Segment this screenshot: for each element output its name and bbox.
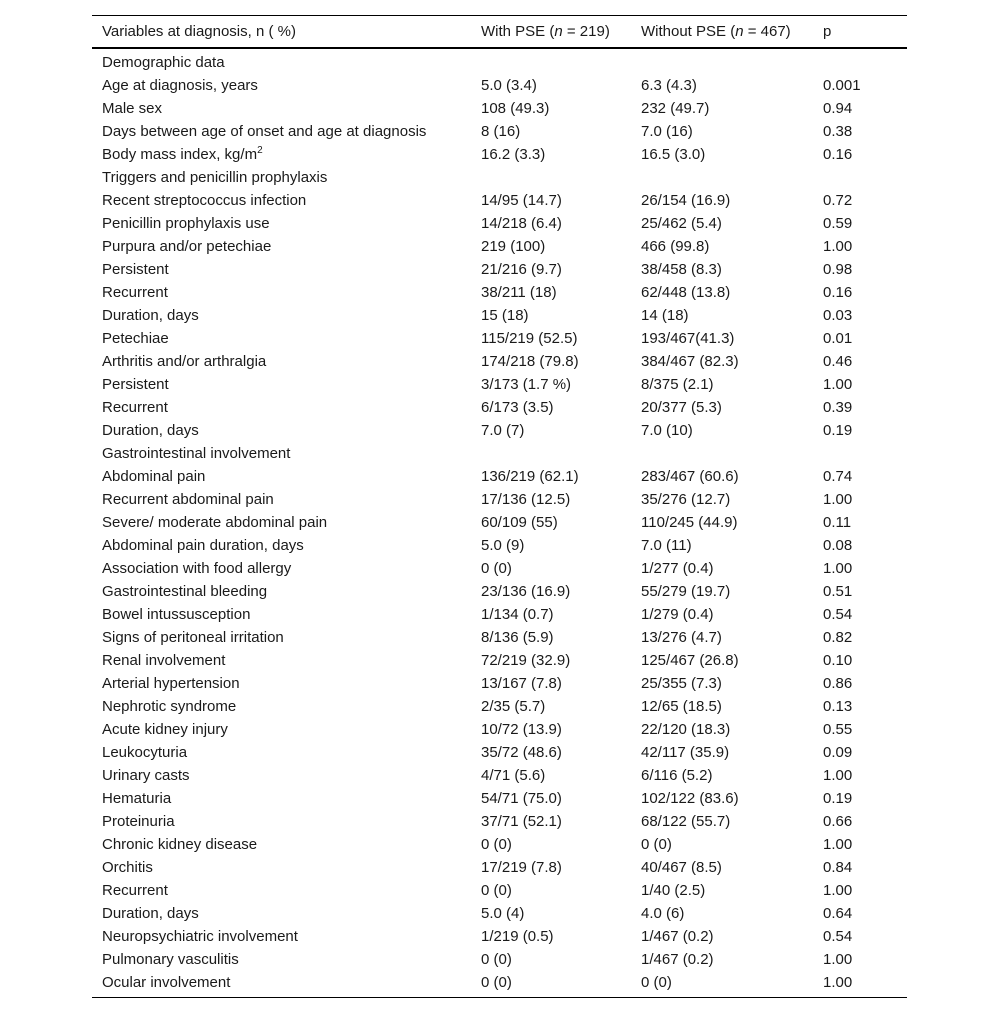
cell-p-value: 0.10 bbox=[823, 652, 853, 669]
cell-with-pse: 3/173 (1.7 %) bbox=[481, 376, 572, 393]
row-label: Recent streptococcus infection bbox=[102, 192, 307, 209]
cell-without-pse: 38/458 (8.3) bbox=[641, 261, 722, 278]
row-label: Ocular involvement bbox=[102, 974, 231, 991]
table-row bbox=[92, 580, 907, 603]
cell-with-pse: 8 (16) bbox=[481, 123, 521, 140]
cell-p-value: 0.54 bbox=[823, 606, 853, 623]
row-label: Bowel intussusception bbox=[102, 606, 251, 623]
cell-without-pse: 232 (49.7) bbox=[641, 100, 710, 117]
row-label: Arthritis and/or arthralgia bbox=[102, 353, 267, 370]
table-bottom-rule bbox=[92, 997, 907, 998]
cell-p-value: 0.64 bbox=[823, 905, 853, 922]
cell-p-value: 0.74 bbox=[823, 468, 853, 485]
row-label: Urinary casts bbox=[102, 767, 190, 784]
table-row bbox=[92, 741, 907, 764]
cell-with-pse: 72/219 (32.9) bbox=[481, 652, 571, 669]
cell-p-value: 0.001 bbox=[823, 77, 861, 94]
table-row bbox=[92, 810, 907, 833]
row-label: Chronic kidney disease bbox=[102, 836, 258, 853]
table-body bbox=[92, 49, 907, 997]
header-variable: Variables at diagnosis, n ( %) bbox=[102, 23, 296, 40]
cell-with-pse: 174/218 (79.8) bbox=[481, 353, 579, 370]
row-label: Days between age of onset and age at diagnosis bbox=[102, 123, 427, 140]
table-row bbox=[92, 488, 907, 511]
table-row bbox=[92, 350, 907, 373]
cell-without-pse: 22/120 (18.3) bbox=[641, 721, 731, 738]
row-label: Age at diagnosis, years bbox=[102, 77, 258, 94]
cell-without-pse: 42/117 (35.9) bbox=[641, 744, 730, 761]
cell-p-value: 0.38 bbox=[823, 123, 853, 140]
row-label: Pulmonary vasculitis bbox=[102, 951, 239, 968]
row-label: Body mass index, $kg/m^2$ bbox=[102, 145, 263, 163]
row-label: Orchitis bbox=[102, 859, 153, 876]
table-row bbox=[92, 465, 907, 488]
cell-without-pse: 1/279 (0.4) bbox=[641, 606, 714, 623]
cell-without-pse: 6.3 (4.3) bbox=[641, 77, 697, 94]
table-row bbox=[92, 626, 907, 649]
cell-without-pse: 8/375 (2.1) bbox=[641, 376, 714, 393]
row-label: Penicillin prophylaxis use bbox=[102, 215, 270, 232]
table-row bbox=[92, 442, 907, 465]
row-label: Hematuria bbox=[102, 790, 172, 807]
row-label: Persistent bbox=[102, 376, 169, 393]
cell-with-pse: 60/109 (55) bbox=[481, 514, 558, 531]
header-p: p bbox=[823, 23, 832, 40]
row-label: Leukocyturia bbox=[102, 744, 188, 761]
cell-p-value: 1.00 bbox=[823, 238, 853, 255]
row-label: Petechiae bbox=[102, 330, 169, 347]
cell-without-pse: 125/467 (26.8) bbox=[641, 652, 739, 669]
cell-with-pse: 14/218 (6.4) bbox=[481, 215, 562, 232]
table-row bbox=[92, 649, 907, 672]
cell-with-pse: 7.0 (7) bbox=[481, 422, 525, 439]
cell-p-value: 0.19 bbox=[823, 422, 853, 439]
cell-without-pse: 35/276 (12.7) bbox=[641, 491, 731, 508]
table-row bbox=[92, 396, 907, 419]
table-row bbox=[92, 235, 907, 258]
row-label: Neuropsychiatric involvement bbox=[102, 928, 298, 945]
table-row bbox=[92, 925, 907, 948]
cell-with-pse: 8/136 (5.9) bbox=[481, 629, 554, 646]
row-label: Acute kidney injury bbox=[102, 721, 228, 738]
cell-p-value: 0.39 bbox=[823, 399, 853, 416]
cell-with-pse: 0 (0) bbox=[481, 560, 512, 577]
cell-without-pse: 4.0 (6) bbox=[641, 905, 685, 922]
cell-p-value: 1.00 bbox=[823, 376, 853, 393]
cell-without-pse: 110/245 (44.9) bbox=[641, 514, 738, 531]
table-header-row bbox=[92, 16, 907, 47]
cell-p-value: 0.72 bbox=[823, 192, 853, 209]
row-label: Severe/ moderate abdominal pain bbox=[102, 514, 328, 531]
table-row bbox=[92, 373, 907, 396]
cell-p-value: 0.84 bbox=[823, 859, 853, 876]
cell-with-pse: 0 (0) bbox=[481, 882, 512, 899]
row-label: Gastrointestinal involvement bbox=[102, 445, 291, 462]
cell-without-pse: 0 (0) bbox=[641, 974, 672, 991]
row-label: Duration, days bbox=[102, 422, 199, 439]
row-label: Duration, days bbox=[102, 307, 199, 324]
cell-without-pse: 193/467(41.3) bbox=[641, 330, 735, 347]
cell-with-pse: 136/219 (62.1) bbox=[481, 468, 579, 485]
table-row bbox=[92, 856, 907, 879]
cell-without-pse: 1/467 (0.2) bbox=[641, 951, 714, 968]
cell-with-pse: 15 (18) bbox=[481, 307, 529, 324]
cell-without-pse: 102/122 (83.6) bbox=[641, 790, 739, 807]
row-label: Abdominal pain bbox=[102, 468, 206, 485]
cell-with-pse: 0 (0) bbox=[481, 951, 512, 968]
table-row bbox=[92, 764, 907, 787]
cell-p-value: 0.94 bbox=[823, 100, 853, 117]
cell-without-pse: 1/277 (0.4) bbox=[641, 560, 714, 577]
cell-with-pse: 5.0 (9) bbox=[481, 537, 525, 554]
table-row bbox=[92, 120, 907, 143]
row-label: Proteinuria bbox=[102, 813, 175, 830]
cell-with-pse: 37/71 (52.1) bbox=[481, 813, 562, 830]
table-row bbox=[92, 557, 907, 580]
table-row bbox=[92, 718, 907, 741]
cell-without-pse: 7.0 (10) bbox=[641, 422, 693, 439]
row-label: Purpura and/or petechiae bbox=[102, 238, 272, 255]
cell-with-pse: 21/216 (9.7) bbox=[481, 261, 562, 278]
cell-with-pse: 13/167 (7.8) bbox=[481, 675, 562, 692]
cell-without-pse: 16.5 (3.0) bbox=[641, 146, 706, 163]
cell-with-pse: 1/219 (0.5) bbox=[481, 928, 554, 945]
cell-p-value: 0.54 bbox=[823, 928, 853, 945]
cell-with-pse: 108 (49.3) bbox=[481, 100, 550, 117]
row-label: Triggers and penicillin prophylaxis bbox=[102, 169, 328, 186]
cell-without-pse: 25/355 (7.3) bbox=[641, 675, 722, 692]
cell-p-value: 1.00 bbox=[823, 491, 853, 508]
cell-without-pse: 384/467 (82.3) bbox=[641, 353, 739, 370]
table-row bbox=[92, 603, 907, 626]
cell-p-value: 0.19 bbox=[823, 790, 853, 807]
table-row bbox=[92, 879, 907, 902]
cell-with-pse: 38/211 (18) bbox=[481, 284, 557, 301]
row-label: Demographic data bbox=[102, 54, 225, 71]
cell-without-pse: 14 (18) bbox=[641, 307, 689, 324]
row-label: Recurrent abdominal pain bbox=[102, 491, 274, 508]
table-row bbox=[92, 971, 907, 994]
cell-p-value: 0.82 bbox=[823, 629, 853, 646]
cell-p-value: 1.00 bbox=[823, 882, 853, 899]
table-row bbox=[92, 948, 907, 971]
data-table bbox=[92, 15, 907, 998]
cell-p-value: 0.86 bbox=[823, 675, 853, 692]
cell-with-pse: 0 (0) bbox=[481, 836, 512, 853]
cell-without-pse: 466 (99.8) bbox=[641, 238, 710, 255]
cell-without-pse: 25/462 (5.4) bbox=[641, 215, 722, 232]
cell-p-value: 1.00 bbox=[823, 767, 853, 784]
cell-p-value: 0.46 bbox=[823, 353, 853, 370]
cell-with-pse: 1/134 (0.7) bbox=[481, 606, 554, 623]
cell-with-pse: 4/71 (5.6) bbox=[481, 767, 546, 784]
cell-p-value: 0.03 bbox=[823, 307, 853, 324]
cell-p-value: 1.00 bbox=[823, 836, 853, 853]
table-row bbox=[92, 74, 907, 97]
cell-with-pse: 35/72 (48.6) bbox=[481, 744, 562, 761]
row-label: Male sex bbox=[102, 100, 163, 117]
cell-p-value: 0.16 bbox=[823, 284, 853, 301]
cell-p-value: 0.09 bbox=[823, 744, 853, 761]
cell-p-value: 0.11 bbox=[823, 514, 852, 531]
table-row bbox=[92, 281, 907, 304]
cell-with-pse: 2/35 (5.7) bbox=[481, 698, 546, 715]
cell-without-pse: 12/65 (18.5) bbox=[641, 698, 722, 715]
header-without-pse: Without PSE (n = 467) bbox=[641, 23, 791, 40]
row-label: Association with food allergy bbox=[102, 560, 292, 577]
cell-without-pse: 7.0 (11) bbox=[641, 537, 692, 554]
cell-p-value: 0.16 bbox=[823, 146, 853, 163]
cell-without-pse: 13/276 (4.7) bbox=[641, 629, 722, 646]
table-row bbox=[92, 258, 907, 281]
cell-with-pse: 5.0 (4) bbox=[481, 905, 525, 922]
row-label: Gastrointestinal bleeding bbox=[102, 583, 268, 600]
cell-without-pse: 1/467 (0.2) bbox=[641, 928, 714, 945]
row-label: Persistent bbox=[102, 261, 169, 278]
table-row bbox=[92, 97, 907, 120]
cell-with-pse: 5.0 (3.4) bbox=[481, 77, 537, 94]
table-row bbox=[92, 419, 907, 442]
cell-p-value: 0.55 bbox=[823, 721, 853, 738]
row-label: Recurrent bbox=[102, 284, 168, 301]
cell-with-pse: 17/136 (12.5) bbox=[481, 491, 571, 508]
cell-with-pse: 16.2 (3.3) bbox=[481, 146, 546, 163]
cell-with-pse: 54/71 (75.0) bbox=[481, 790, 562, 807]
cell-p-value: 1.00 bbox=[823, 951, 853, 968]
table-row bbox=[92, 695, 907, 718]
cell-without-pse: 1/40 (2.5) bbox=[641, 882, 706, 899]
cell-p-value: 0.59 bbox=[823, 215, 853, 232]
cell-with-pse: 14/95 (14.7) bbox=[481, 192, 562, 209]
table-row bbox=[92, 787, 907, 810]
row-label: Nephrotic syndrome bbox=[102, 698, 237, 715]
row-label: Abdominal pain duration, days bbox=[102, 537, 304, 554]
cell-p-value: 0.08 bbox=[823, 537, 853, 554]
cell-p-value: 0.51 bbox=[823, 583, 853, 600]
cell-without-pse: 55/279 (19.7) bbox=[641, 583, 731, 600]
table-row bbox=[92, 534, 907, 557]
table-row bbox=[92, 212, 907, 235]
header-with-pse: With PSE (n = 219) bbox=[481, 23, 610, 40]
cell-without-pse: 26/154 (16.9) bbox=[641, 192, 731, 209]
cell-p-value: 0.01 bbox=[823, 330, 853, 347]
cell-with-pse: 10/72 (13.9) bbox=[481, 721, 562, 738]
cell-without-pse: 62/448 (13.8) bbox=[641, 284, 731, 301]
table-row bbox=[92, 166, 907, 189]
row-label: Signs of peritoneal irritation bbox=[102, 629, 284, 646]
cell-without-pse: 20/377 (5.3) bbox=[641, 399, 722, 416]
cell-without-pse: 6/116 (5.2) bbox=[641, 767, 713, 784]
row-label: Recurrent bbox=[102, 882, 168, 899]
cell-without-pse: 283/467 (60.6) bbox=[641, 468, 739, 485]
cell-without-pse: 68/122 (55.7) bbox=[641, 813, 731, 830]
table-row bbox=[92, 833, 907, 856]
table-row bbox=[92, 672, 907, 695]
table-row bbox=[92, 304, 907, 327]
row-label: Renal involvement bbox=[102, 652, 226, 669]
cell-without-pse: 40/467 (8.5) bbox=[641, 859, 722, 876]
table-row bbox=[92, 327, 907, 350]
row-label-superscript: 2 bbox=[257, 145, 263, 156]
table-row bbox=[92, 902, 907, 925]
cell-with-pse: 219 (100) bbox=[481, 238, 546, 255]
cell-without-pse: 0 (0) bbox=[641, 836, 672, 853]
cell-with-pse: 17/219 (7.8) bbox=[481, 859, 562, 876]
cell-without-pse: 7.0 (16) bbox=[641, 123, 693, 140]
cell-with-pse: 115/219 (52.5) bbox=[481, 330, 578, 347]
cell-with-pse: 23/136 (16.9) bbox=[481, 583, 571, 600]
table-row bbox=[92, 51, 907, 74]
cell-p-value: 0.66 bbox=[823, 813, 853, 830]
cell-with-pse: 6/173 (3.5) bbox=[481, 399, 554, 416]
table-row bbox=[92, 143, 907, 166]
cell-p-value: 0.13 bbox=[823, 698, 853, 715]
table-row bbox=[92, 189, 907, 212]
row-label: Recurrent bbox=[102, 399, 168, 416]
cell-with-pse: 0 (0) bbox=[481, 974, 512, 991]
cell-p-value: 1.00 bbox=[823, 560, 853, 577]
cell-p-value: 1.00 bbox=[823, 974, 853, 991]
row-label: Duration, days bbox=[102, 905, 199, 922]
row-label: Arterial hypertension bbox=[102, 675, 240, 692]
cell-p-value: 0.98 bbox=[823, 261, 853, 278]
table-row bbox=[92, 511, 907, 534]
